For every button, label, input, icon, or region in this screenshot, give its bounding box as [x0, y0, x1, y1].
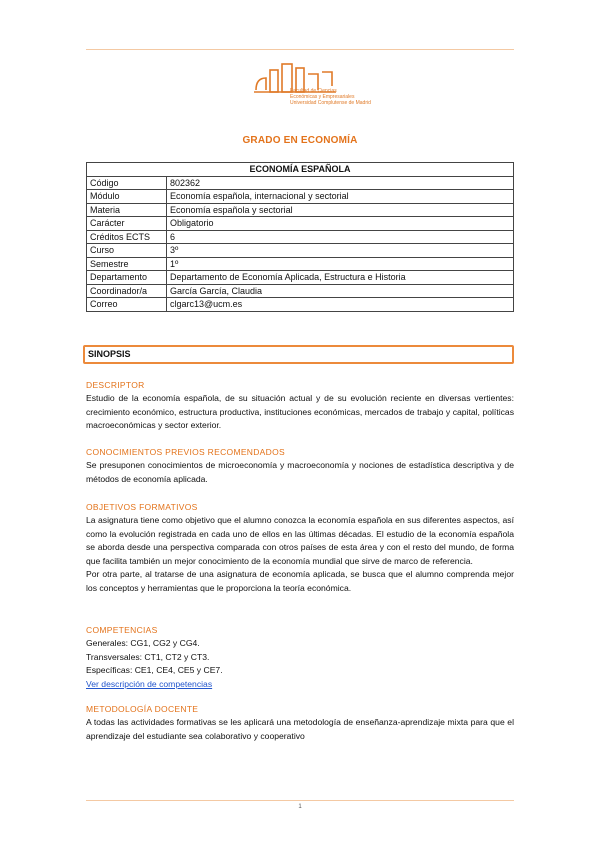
table-row	[87, 230, 514, 244]
row-label: Semestre	[87, 257, 167, 271]
row-value: 1º	[167, 257, 514, 271]
row-label: Créditos ECTS	[87, 230, 167, 244]
objetivos-paragraph-2: Por otra parte, al tratarse de una asignatura de economía aplicada, se busca que el alumno comprenda mejor los conceptos y herramientas que le proporciona la teoría económica.	[86, 569, 514, 593]
metodologia-title: METODOLOGÍA DOCENTE	[86, 704, 199, 714]
metodologia-text	[86, 716, 514, 743]
descriptor-text	[86, 392, 514, 433]
competencias-title: COMPETENCIAS	[86, 625, 158, 635]
degree-title: GRADO EN ECONOMÍA	[242, 135, 358, 146]
row-label: Curso	[87, 244, 167, 258]
row-label: Carácter	[87, 217, 167, 231]
course-info-table	[86, 162, 514, 312]
competencias-block	[86, 637, 514, 691]
row-value: clgarc13@ucm.es	[167, 298, 514, 312]
row-label: Materia	[87, 203, 167, 217]
row-label: Código	[87, 176, 167, 190]
objetivos-title: OBJETIVOS FORMATIVOS	[86, 502, 198, 512]
competencias-generales: Generales: CG1, CG2 y CG4.	[86, 638, 200, 648]
row-value: Departamento de Economía Aplicada, Estructura e Historia	[167, 271, 514, 285]
row-label: Departamento	[87, 271, 167, 285]
page-number: 1	[298, 804, 302, 810]
row-value: García García, Claudia	[167, 284, 514, 298]
table-row	[87, 190, 514, 204]
table-row	[87, 284, 514, 298]
table-row	[87, 257, 514, 271]
row-label: Coordinador/a	[87, 284, 167, 298]
logo-line-2: Económicas y Empresariales	[290, 94, 355, 100]
metodologia-paragraph: A todas las actividades formativas se les aplicará una metodología de enseñanza-aprendizaje mixta para que el aprendizaje del estudiante sea colaborativo y cooperativo	[86, 717, 514, 741]
table-row	[87, 271, 514, 285]
row-value: 3º	[167, 244, 514, 258]
row-label: Módulo	[87, 190, 167, 204]
competencias-link[interactable]: Ver descripción de competencias	[86, 678, 213, 689]
competencias-especificas: Específicas: CE1, CE4, CE5 y CE7.	[86, 665, 223, 676]
competencias-transversales: Transversales: CT1, CT2 y CT3.	[86, 651, 210, 662]
footer-rule	[86, 800, 514, 801]
descriptor-title: DESCRIPTOR	[86, 380, 145, 390]
row-value: Obligatorio	[167, 217, 514, 231]
conocimientos-title: CONOCIMIENTOS PREVIOS RECOMENDADOS	[86, 447, 285, 457]
objetivos-paragraph-1: La asignatura tiene como objetivo que el alumno conozca la economía española en sus diferentes aspectos, así como la evolución registrada en cada uno de ellos en las últimas décadas. El estudio de la economía española se aborda desde una perspectiva comparada con otros países de esta área y con el resto del mundo, de forma que facilita también un mejor conocimiento de la economía mundial que sirve de marco de referencia.	[86, 515, 514, 566]
conocimientos-text	[86, 459, 514, 486]
conocimientos-paragraph: Se presuponen conocimientos de microeconomía y macroeconomía y nociones de estadística descriptiva y de métodos de economía aplicada.	[86, 460, 514, 484]
descriptor-paragraph: Estudio de la economía española, de su situación actual y de su evolución reciente en diversas vertientes: crecimiento económico, estructura productiva, instituciones económicas, mercados de trabajo y capital, políticas macroeconómicas y sector exterior.	[86, 393, 514, 431]
course-title: ECONOMÍA ESPAÑOLA	[87, 163, 514, 177]
logo-caption	[290, 88, 371, 106]
table-row	[87, 217, 514, 231]
row-value: Economía española y sectorial	[167, 203, 514, 217]
row-value: 802362	[167, 176, 514, 190]
sinopsis-header: SINOPSIS	[83, 345, 514, 364]
header-rule	[86, 49, 514, 50]
logo-line-1: Facultad de Ciencias	[290, 88, 337, 94]
table-row	[87, 244, 514, 258]
table-row	[87, 176, 514, 190]
row-value: 6	[167, 230, 514, 244]
row-value: Economía española, internacional y sectorial	[167, 190, 514, 204]
table-row	[87, 298, 514, 312]
logo-line-3: Universidad Complutense de Madrid	[290, 100, 371, 106]
row-label: Correo	[87, 298, 167, 312]
table-header-row	[87, 163, 514, 177]
objetivos-text	[86, 514, 514, 596]
table-row	[87, 203, 514, 217]
